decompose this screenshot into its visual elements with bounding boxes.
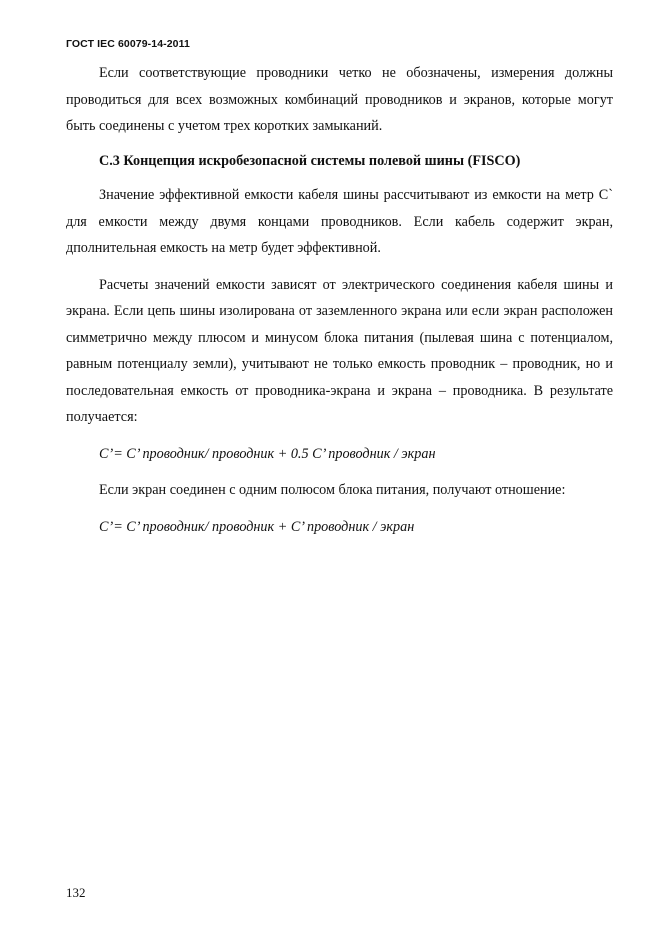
page-content [66, 60, 613, 540]
formula-isolated-screen: C’= C’ проводник/ проводник + 0.5 C’ проводник / экран [99, 445, 436, 462]
page-number: 132 [66, 885, 86, 900]
formula-connected-screen: C’= C’ проводник/ проводник + C’ проводник / экран [99, 518, 415, 535]
paragraph-conductor-measurements: Если соответствующие проводники четко не обозначены, измерения должны проводиться для всех возможных комбинаций проводников и экранов, которые могут быть соединены с учетом трех коротких замыканий. [66, 65, 613, 134]
document-code-header: ГОСТ IEC 60079-14-2011 [66, 38, 190, 50]
paragraph-effective-capacitance: Значение эффективной емкости кабеля шины рассчитывают из емкости на метр C` для емкости между двумя концами проводников. Если кабель содержит экран, дполнительная емкость на метр будет эффективной. [66, 187, 613, 256]
section-title-fisco: C.3 Концепция искробезопасной системы полевой шины (FISCO) [99, 152, 521, 169]
paragraph-screen-connected: Если экран соединен с одним полюсом блока питания, получают отношение: [99, 482, 566, 498]
paragraph-capacitance-calculation: Расчеты значений емкости зависят от электрического соединения кабеля шины и экрана. Если цепь шины изолирована от заземленного экрана или если экран расположен симметрично между плюсом и минусом блока питания (пылевая шина с потенциалом, равным потенциалу земли), учитывают не только емкость проводник – проводник, но и последовательная емкость от проводника-экрана и экрана – проводника. В результате получается: [66, 276, 613, 425]
